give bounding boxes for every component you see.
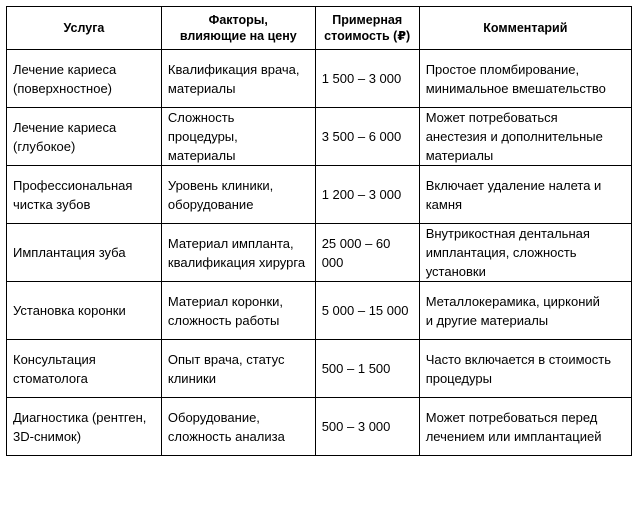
table-row (7, 282, 632, 340)
table-row (7, 224, 632, 282)
cell-comment: Часто включается в стоимость процедуры (419, 340, 631, 398)
cell-service: Диагностика (рентген, 3D-снимок) (7, 398, 162, 456)
cell-service: Имплантация зуба (7, 224, 162, 282)
cell-price: 500 – 1 500 (315, 340, 419, 398)
table-row (7, 50, 632, 108)
cell-factors: Уровень клиники, оборудование (161, 166, 315, 224)
cell-comment: Включает удаление налета и камня (419, 166, 631, 224)
table-row (7, 340, 632, 398)
cell-service: Лечение кариеса (глубокое) (7, 108, 162, 166)
cell-factors: Материал коронки, сложность работы (161, 282, 315, 340)
cell-price: 500 – 3 000 (315, 398, 419, 456)
cell-price: 5 000 – 15 000 (315, 282, 419, 340)
cell-factors: Квалификация врача, материалы (161, 50, 315, 108)
cell-price: 1 500 – 3 000 (315, 50, 419, 108)
header-price: Примерная стоимость (₽) (315, 7, 419, 50)
cell-comment: Металлокерамика, цирконий и другие материалы (419, 282, 631, 340)
cell-price: 25 000 – 60 000 (315, 224, 419, 282)
dental-price-table (6, 6, 632, 456)
table-header-row (7, 7, 632, 50)
cell-factors: Опыт врача, статус клиники (161, 340, 315, 398)
cell-comment: Простое пломбирование, минимальное вмешательство (419, 50, 631, 108)
table-row (7, 398, 632, 456)
cell-service: Профессиональная чистка зубов (7, 166, 162, 224)
cell-comment: Может потребоваться перед лечением или имплантацией (419, 398, 631, 456)
header-comment: Комментарий (419, 7, 631, 50)
cell-service: Лечение кариеса (поверхностное) (7, 50, 162, 108)
header-service: Услуга (7, 7, 162, 50)
cell-factors: Сложность процедуры, материалы (161, 108, 315, 166)
cell-price: 1 200 – 3 000 (315, 166, 419, 224)
cell-comment: Может потребоваться анестезия и дополнительные материалы (419, 108, 631, 166)
table-row (7, 166, 632, 224)
cell-factors: Оборудование, сложность анализа (161, 398, 315, 456)
cell-comment: Внутрикостная дентальная имплантация, сложность установки (419, 224, 631, 282)
cell-service: Консультация стоматолога (7, 340, 162, 398)
cell-service: Установка коронки (7, 282, 162, 340)
header-factors: Факторы, влияющие на цену (161, 7, 315, 50)
table-row (7, 108, 632, 166)
cell-price: 3 500 – 6 000 (315, 108, 419, 166)
cell-factors: Материал импланта, квалификация хирурга (161, 224, 315, 282)
